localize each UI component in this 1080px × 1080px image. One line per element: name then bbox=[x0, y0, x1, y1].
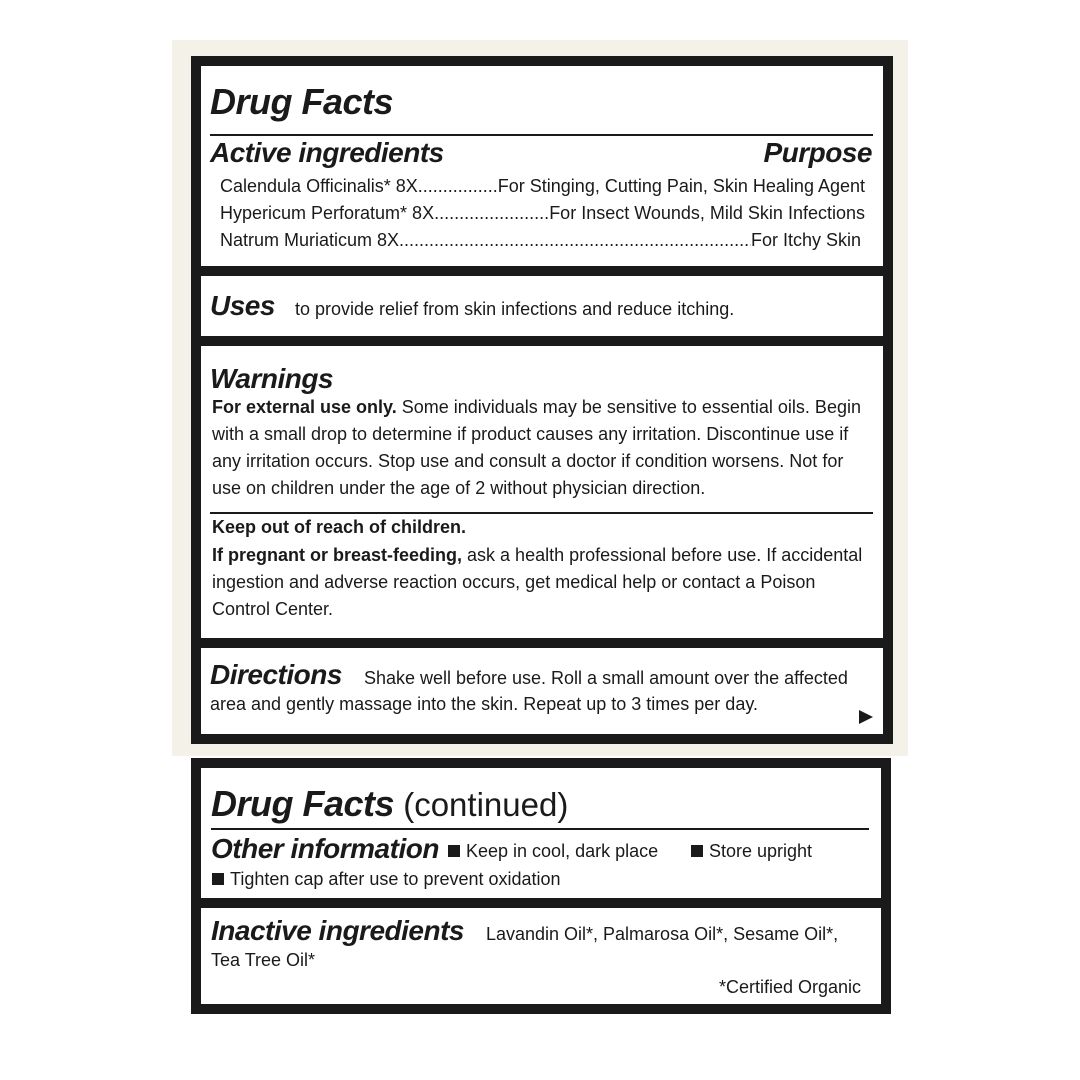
uses-section bbox=[201, 276, 883, 336]
ingredient-purpose: For Insect Wounds, Mild Skin Infections bbox=[549, 203, 865, 223]
continue-arrow-icon bbox=[859, 710, 873, 724]
storage-item bbox=[448, 838, 658, 865]
storage-item-text: Tighten cap after use to prevent oxidation bbox=[230, 869, 561, 889]
continued-title bbox=[211, 782, 568, 827]
storage-item-text: Keep in cool, dark place bbox=[466, 841, 659, 861]
storage-item bbox=[212, 866, 561, 893]
ingredient-row bbox=[220, 202, 865, 224]
bullet-icon bbox=[212, 873, 224, 885]
storage-item-text: Store upright bbox=[709, 841, 813, 861]
pregnancy-paragraph bbox=[212, 542, 872, 623]
external-use-label: For external use only. bbox=[212, 397, 397, 417]
continued-title-main: Drug Facts bbox=[211, 783, 395, 824]
active-ingredients-section bbox=[201, 66, 883, 266]
drug-facts-panel bbox=[191, 56, 893, 744]
continued-title-suffix: (continued) bbox=[394, 786, 569, 823]
uses-text: to provide relief from skin infections and reduce itching. bbox=[295, 299, 735, 319]
pregnancy-text: ask a health professional before use. If accidental ingestion and adverse reaction occurs, get medical help or contact a Poison Control Center. bbox=[212, 545, 863, 619]
ingredient-row bbox=[220, 229, 861, 251]
inactive-ingredients-heading: Inactive ingredients bbox=[211, 915, 464, 946]
continued-title-divider bbox=[211, 828, 869, 830]
ingredient-purpose: For Itchy Skin bbox=[750, 230, 861, 250]
ingredient-row bbox=[220, 175, 865, 197]
inactive-ingredients-text: Lavandin Oil*, Palmarosa Oil*, Sesame Oil*, Tea Tree Oil* bbox=[211, 924, 839, 970]
purpose-heading: Purpose bbox=[763, 137, 872, 168]
ingredient-name: Hypericum Perforatum* 8X bbox=[220, 203, 435, 223]
inactive-ingredients-paragraph bbox=[211, 915, 851, 973]
directions-text: Shake well before use. Roll a small amount over the affected area and gently massage into the skin. Repeat up to 3 times per day. bbox=[210, 668, 848, 714]
external-use-text: Some individuals may be sensitive to essential oils. Begin with a small drop to determine if product causes any irritation. Discontinue use if any irritation occurs. Stop use and consult a doctor if condition worsens. Not for use on children under the age of 2 without physician direction. bbox=[212, 397, 861, 498]
directions-section bbox=[201, 648, 883, 734]
uses-heading: Uses bbox=[210, 290, 275, 321]
leader-dots bbox=[418, 175, 498, 197]
active-ingredients-heading: Active ingredients bbox=[210, 137, 444, 168]
drug-facts-title: Drug Facts bbox=[210, 81, 394, 122]
leader-dots bbox=[434, 202, 549, 224]
inactive-ingredients-section bbox=[201, 908, 881, 1004]
directions-paragraph bbox=[210, 659, 865, 717]
warnings-section bbox=[201, 346, 883, 638]
warnings-heading: Warnings bbox=[210, 363, 334, 394]
pregnancy-label: If pregnant or breast-feeding, bbox=[212, 545, 463, 565]
ingredient-name: Natrum Muriaticum 8X bbox=[220, 230, 400, 250]
directions-heading: Directions bbox=[210, 659, 342, 690]
other-information-heading: Other information bbox=[211, 833, 439, 864]
storage-item bbox=[691, 838, 812, 865]
ingredient-purpose: For Stinging, Cutting Pain, Skin Healing Agent bbox=[497, 176, 865, 196]
bullet-icon bbox=[448, 845, 460, 857]
leader-dots bbox=[399, 229, 751, 251]
external-use-paragraph bbox=[212, 394, 872, 502]
keep-out-warning: Keep out of reach of children. bbox=[212, 517, 467, 537]
certified-organic-footnote: *Certified Organic bbox=[718, 977, 861, 997]
drug-facts-continued-panel bbox=[191, 758, 891, 1014]
other-information-section bbox=[201, 768, 881, 898]
ingredient-name: Calendula Officinalis* 8X bbox=[220, 176, 418, 196]
bullet-icon bbox=[691, 845, 703, 857]
